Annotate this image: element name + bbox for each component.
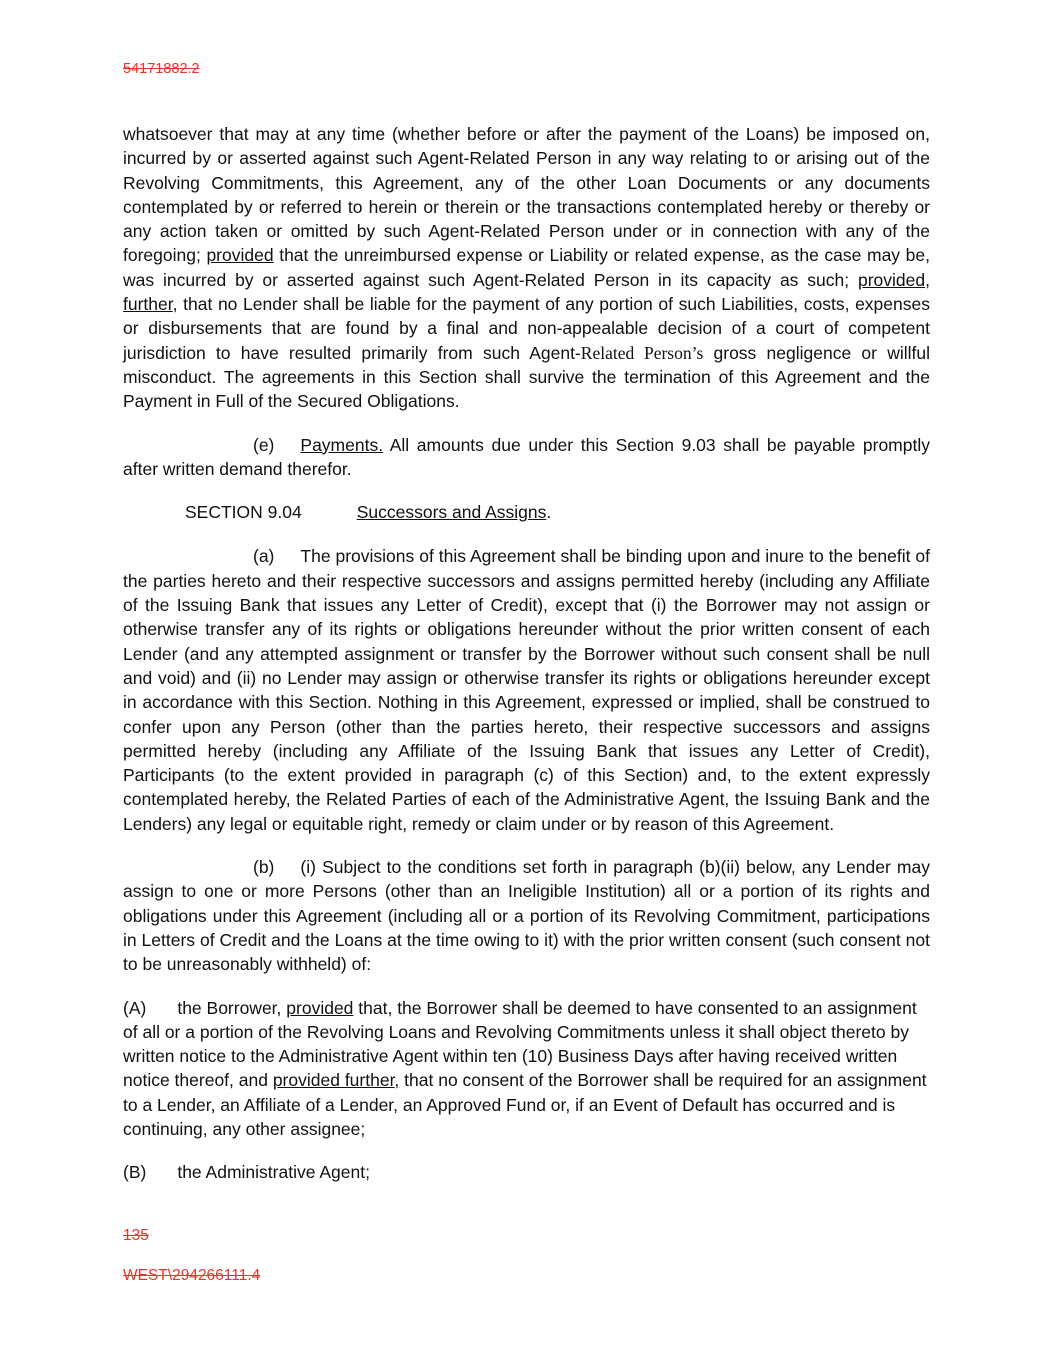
footer-doc-id: WEST\294266111.4 [123,1267,261,1284]
paragraph-continuation [123,122,930,414]
text-run: All amounts due under this Section 9.03 shall be payable promptly after written demand therefor. [123,434,930,479]
text-run: whatsoever that may at any time (whether before or after the payment of the Loans) be imposed on, incurred by or asserted against such Agent-Related Person in any way relating to or arising out of the Revolving Commitments, this Agreement, any of the other Loan Documents or any documents contemplated by or referred to herein or therein or the transactions contemplated hereby or thereby or any action taken or omitted by such Agent-Related Person under or in connection with any of the foregoing; [123,124,930,266]
paragraph-payments-e [123,433,930,482]
document-body [123,122,930,1204]
section-heading-9-04 [123,500,930,524]
footer-page-number: 135 [123,1227,149,1244]
text-run: (e) [253,434,275,455]
paragraph-admin-agent-B [123,1160,930,1184]
underlined-text-run: provided further, [272,1070,400,1091]
text-run: (i) Subject to the conditions set forth in paragraph (b)(ii) below, any Lender may assign to one or more Persons (other than an Ineligible Institution) all or a portion of its rights and obligations under this Agreement (including all or a portion of its Revolving Commitment, participations in Letters of Credit and the Loans at the time owing to it) with the prior written consent (such consent not to be unreasonably withheld) of: [123,857,930,975]
text-run: gross negligence or willful misconduct. The agreements in this Section shall survive the termination of this Agreement and the Payment in Full of the Secured Obligations. [123,342,930,412]
text-run: that the unreimbursed expense or Liability or related expense, as the case may be, was incurred by or asserted against such Agent-Related Person in its capacity as such; [123,245,930,290]
text-run: the Administrative Agent; [177,1162,370,1183]
underlined-text-run: provided [206,245,274,266]
text-run: Related Person’s [580,342,704,363]
underlined-text-run: provided [286,997,354,1018]
text-run: (a) [253,546,275,567]
text-run: (b) [253,857,275,878]
text-run: that no consent of the Borrower shall be required for an assignment to a Lender, an Affiliate of a Lender, an Approved Fund or, if an Event of Default has occurred and is continuing, any other assignee; [123,1070,927,1139]
underlined-text-run: Payments. [300,434,384,455]
header-doc-number: 54171882.2 [123,61,200,77]
text-run: SECTION 9.04 [185,502,302,523]
text-run: . [546,502,552,523]
text-run: , that no Lender shall be liable for the payment of any portion of such Liabilities, costs, expenses or disbursements that are found by a final and non-appealable decision of a court of competent jurisdiction to have resulted primarily from such Agent- [123,294,930,363]
underlined-text-run: provided [857,269,926,290]
text-run: (A) [123,997,147,1018]
text-run: , [925,269,930,290]
underlined-text-run: further [123,294,173,315]
paragraph-borrower-consent-A [123,996,930,1142]
paragraph-assignment-b [123,855,930,976]
text-run: that, the Borrower shall be deemed to have consented to an assignment of all or a portion of the Revolving Loans and Revolving Commitments unless it shall object thereto by written notice to the Administrative Agent within ten (10) Business Days after having received written notice thereof, and [123,997,917,1091]
text-run: The provisions of this Agreement shall be binding upon and inure to the benefit of the parties hereto and their respective successors and assigns permitted hereby (including any Affiliate of the Issuing Bank that issues any Letter of Credit), except that (i) the Borrower may not assign or otherwise transfer any of its rights or obligations hereunder without the prior written consent of each Lender (and any attempted assignment or transfer by the Borrower without such consent shall be null and void) and (ii) no Lender may assign or otherwise transfer its rights or obligations hereunder except in accordance with this Section. Nothing in this Agreement, expressed or implied, shall be construed to confer upon any Person (other than the parties hereto, their respective successors and assigns permitted hereby (including any Affiliate of the Issuing Bank that issues any Letter of Credit), Participants (to the extent provided in paragraph (c) of this Section) and, to the extent expressly contemplated hereby, the Related Parties of each of the Administrative Agent, the Issuing Bank and the Lenders) any legal or equitable right, remedy or claim under or by reason of this Agreement. [123,546,930,834]
text-run: (B) [123,1162,147,1183]
paragraph-successors-a [123,544,930,836]
text-run: the Borrower, [177,997,287,1018]
underlined-text-run: Successors and Assigns [356,502,547,523]
